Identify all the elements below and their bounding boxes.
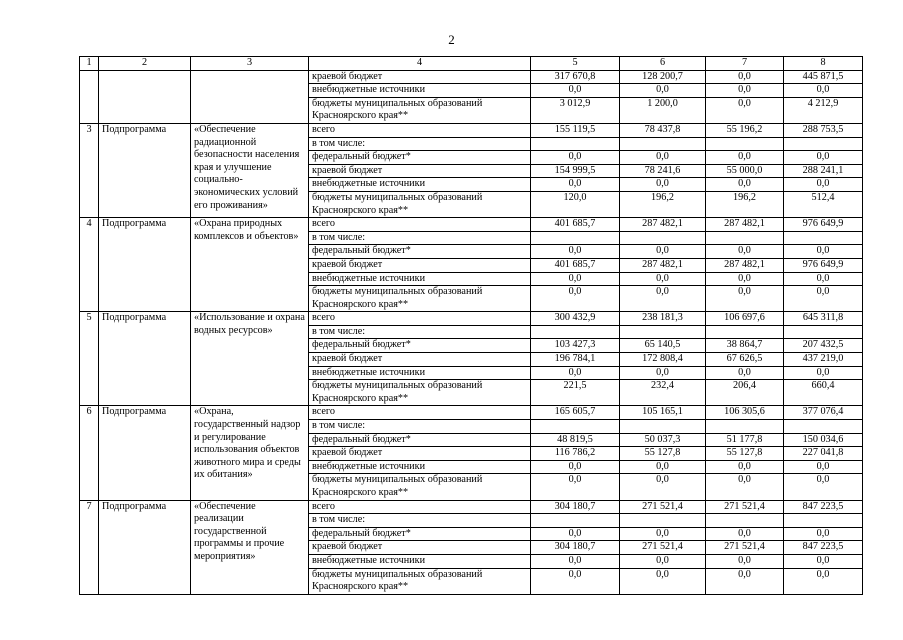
source-label-text: краевой бюджет bbox=[312, 258, 383, 270]
source-label bbox=[309, 339, 531, 353]
value-cell: 48 819,5 bbox=[531, 433, 620, 447]
value-cell: 0,0 bbox=[706, 527, 784, 541]
value-cell: 0,0 bbox=[531, 527, 620, 541]
source-label-text: внебюджетные источники bbox=[312, 272, 426, 284]
source-label bbox=[309, 178, 531, 192]
subprogram-type: Подпрограмма bbox=[99, 406, 191, 500]
value-cell: 207 432,5 bbox=[784, 339, 863, 353]
source-label bbox=[309, 500, 531, 514]
source-label bbox=[309, 366, 531, 380]
source-label bbox=[309, 286, 531, 312]
value-cell: 401 685,7 bbox=[531, 258, 620, 272]
header-cell: 8 bbox=[784, 57, 863, 71]
value-cell: 0,0 bbox=[620, 527, 706, 541]
row-number: 7 bbox=[80, 500, 99, 594]
source-label-text: всего bbox=[312, 312, 335, 324]
source-label-text: федеральный бюджет* bbox=[312, 151, 411, 163]
value-cell: 0,0 bbox=[620, 460, 706, 474]
value-cell: 103 427,3 bbox=[531, 339, 620, 353]
value-cell: 512,4 bbox=[784, 191, 863, 217]
source-label bbox=[309, 137, 531, 151]
value-cell: 0,0 bbox=[531, 366, 620, 380]
value-cell: 0,0 bbox=[784, 554, 863, 568]
value-cell: 155 119,5 bbox=[531, 123, 620, 137]
subprogram-name: «Использование и охрана водных ресурсов» bbox=[191, 312, 309, 406]
value-cell: 0,0 bbox=[706, 70, 784, 84]
source-label-text: всего bbox=[312, 406, 335, 418]
source-label-text: бюджеты муниципальных образований bbox=[312, 568, 483, 580]
value-cell: 0,0 bbox=[784, 527, 863, 541]
cont-cell-num bbox=[80, 70, 99, 123]
source-label-text: бюджеты муниципальных образований bbox=[312, 97, 483, 109]
value-cell: 0,0 bbox=[784, 366, 863, 380]
value-cell bbox=[531, 420, 620, 434]
value-cell: 0,0 bbox=[784, 84, 863, 98]
value-cell: 172 808,4 bbox=[620, 353, 706, 367]
value-cell: 271 521,4 bbox=[706, 541, 784, 555]
source-label-text: внебюджетные источники bbox=[312, 366, 426, 378]
source-label bbox=[309, 272, 531, 286]
value-cell: 0,0 bbox=[706, 97, 784, 123]
value-cell: 847 223,5 bbox=[784, 500, 863, 514]
value-cell: 4 212,9 bbox=[784, 97, 863, 123]
source-label-text: в том числе: bbox=[312, 137, 366, 149]
value-cell: 196,2 bbox=[620, 191, 706, 217]
source-label bbox=[309, 164, 531, 178]
source-label bbox=[309, 325, 531, 339]
source-label bbox=[309, 406, 531, 420]
value-cell: 0,0 bbox=[706, 245, 784, 259]
source-label bbox=[309, 191, 531, 217]
value-cell: 0,0 bbox=[706, 272, 784, 286]
source-label-text: всего bbox=[312, 123, 335, 135]
source-label-text: внебюджетные источники bbox=[312, 178, 426, 190]
source-label bbox=[309, 70, 531, 84]
value-cell: 271 521,4 bbox=[706, 500, 784, 514]
value-cell: 0,0 bbox=[706, 286, 784, 312]
source-label-text: в том числе: bbox=[312, 420, 366, 432]
value-cell bbox=[531, 325, 620, 339]
source-label-text-2: Красноярского края** bbox=[312, 487, 409, 498]
source-label bbox=[309, 231, 531, 245]
header-row bbox=[80, 57, 863, 71]
source-label-text: бюджеты муниципальных образований bbox=[312, 474, 483, 486]
source-label-text: краевой бюджет bbox=[312, 541, 383, 553]
value-cell bbox=[706, 137, 784, 151]
value-cell bbox=[784, 137, 863, 151]
header-cell: 5 bbox=[531, 57, 620, 71]
subprogram-name: «Обеспечение радиационной безопасности населения края и улучшение социально-экономических условий его проживания» bbox=[191, 123, 309, 217]
value-cell: 196,2 bbox=[706, 191, 784, 217]
header-cell: 1 bbox=[80, 57, 99, 71]
value-cell: 287 482,1 bbox=[620, 258, 706, 272]
value-cell bbox=[620, 514, 706, 528]
value-cell: 271 521,4 bbox=[620, 541, 706, 555]
source-label-text: краевой бюджет bbox=[312, 447, 383, 459]
value-cell bbox=[706, 325, 784, 339]
source-label bbox=[309, 245, 531, 259]
value-cell: 0,0 bbox=[620, 151, 706, 165]
source-label-text-2: Красноярского края** bbox=[312, 110, 409, 122]
value-cell: 120,0 bbox=[531, 191, 620, 217]
value-cell: 976 649,9 bbox=[784, 258, 863, 272]
source-label-text: в том числе: bbox=[312, 514, 366, 526]
value-cell: 0,0 bbox=[531, 474, 620, 500]
cont-cell-name bbox=[191, 70, 309, 123]
value-cell: 0,0 bbox=[620, 366, 706, 380]
value-cell: 847 223,5 bbox=[784, 541, 863, 555]
source-label bbox=[309, 312, 531, 326]
source-label-text: федеральный бюджет* bbox=[312, 245, 411, 257]
table-row bbox=[80, 123, 863, 137]
value-cell: 65 140,5 bbox=[620, 339, 706, 353]
value-cell: 38 864,7 bbox=[706, 339, 784, 353]
value-cell: 0,0 bbox=[531, 554, 620, 568]
value-cell: 55 196,2 bbox=[706, 123, 784, 137]
value-cell: 0,0 bbox=[620, 568, 706, 594]
source-label-text: бюджеты муниципальных образований bbox=[312, 191, 483, 203]
value-cell: 51 177,8 bbox=[706, 433, 784, 447]
value-cell bbox=[706, 420, 784, 434]
source-label bbox=[309, 433, 531, 447]
value-cell bbox=[706, 231, 784, 245]
value-cell: 0,0 bbox=[784, 568, 863, 594]
value-cell: 0,0 bbox=[531, 151, 620, 165]
value-cell bbox=[620, 325, 706, 339]
value-cell: 660,4 bbox=[784, 380, 863, 406]
value-cell bbox=[531, 137, 620, 151]
source-label-text-2: Красноярского края** bbox=[312, 581, 409, 593]
row-number: 6 bbox=[80, 406, 99, 500]
value-cell: 227 041,8 bbox=[784, 447, 863, 461]
source-label-text-2: Красноярского края** bbox=[312, 392, 409, 404]
value-cell bbox=[531, 514, 620, 528]
source-label-text: федеральный бюджет* bbox=[312, 433, 411, 445]
value-cell: 304 180,7 bbox=[531, 541, 620, 555]
value-cell: 377 076,4 bbox=[784, 406, 863, 420]
value-cell bbox=[784, 325, 863, 339]
value-cell: 1 200,0 bbox=[620, 97, 706, 123]
value-cell: 78 437,8 bbox=[620, 123, 706, 137]
value-cell: 0,0 bbox=[531, 460, 620, 474]
source-label-text: федеральный бюджет* bbox=[312, 527, 411, 539]
value-cell: 0,0 bbox=[784, 286, 863, 312]
value-cell: 0,0 bbox=[706, 84, 784, 98]
value-cell: 50 037,3 bbox=[620, 433, 706, 447]
value-cell: 196 784,1 bbox=[531, 353, 620, 367]
value-cell: 0,0 bbox=[531, 568, 620, 594]
source-label-text: в том числе: bbox=[312, 325, 366, 337]
value-cell: 0,0 bbox=[784, 245, 863, 259]
value-cell: 55 127,8 bbox=[706, 447, 784, 461]
value-cell: 0,0 bbox=[620, 554, 706, 568]
source-label bbox=[309, 380, 531, 406]
value-cell: 0,0 bbox=[784, 151, 863, 165]
value-cell: 0,0 bbox=[784, 178, 863, 192]
value-cell: 116 786,2 bbox=[531, 447, 620, 461]
source-label bbox=[309, 151, 531, 165]
subprogram-name: «Обеспечение реализации государственной программы и прочие мероприятия» bbox=[191, 500, 309, 594]
source-label-text: краевой бюджет bbox=[312, 70, 383, 82]
row-number: 4 bbox=[80, 218, 99, 312]
value-cell: 288 753,5 bbox=[784, 123, 863, 137]
value-cell: 0,0 bbox=[620, 245, 706, 259]
value-cell: 645 311,8 bbox=[784, 312, 863, 326]
value-cell bbox=[620, 137, 706, 151]
source-label-text: бюджеты муниципальных образований bbox=[312, 380, 483, 392]
table-row bbox=[80, 406, 863, 420]
value-cell: 0,0 bbox=[784, 474, 863, 500]
value-cell: 128 200,7 bbox=[620, 70, 706, 84]
value-cell bbox=[620, 231, 706, 245]
value-cell: 0,0 bbox=[531, 178, 620, 192]
table-row bbox=[80, 218, 863, 232]
value-cell: 78 241,6 bbox=[620, 164, 706, 178]
value-cell: 0,0 bbox=[620, 272, 706, 286]
value-cell bbox=[531, 231, 620, 245]
value-cell: 0,0 bbox=[784, 460, 863, 474]
value-cell: 271 521,4 bbox=[620, 500, 706, 514]
value-cell: 0,0 bbox=[531, 245, 620, 259]
source-label bbox=[309, 514, 531, 528]
table-row bbox=[80, 500, 863, 514]
header-cell: 3 bbox=[191, 57, 309, 71]
source-label bbox=[309, 568, 531, 594]
value-cell: 0,0 bbox=[620, 84, 706, 98]
header-cell: 4 bbox=[309, 57, 531, 71]
source-label-text-2: Красноярского края** bbox=[312, 204, 409, 216]
value-cell: 0,0 bbox=[706, 474, 784, 500]
value-cell bbox=[784, 514, 863, 528]
value-cell: 67 626,5 bbox=[706, 353, 784, 367]
source-label bbox=[309, 460, 531, 474]
source-label bbox=[309, 541, 531, 555]
budget-table bbox=[79, 56, 863, 595]
subprogram-name: «Охрана, государственный надзор и регулирование использования объектов животного мира и среды их обитания» bbox=[191, 406, 309, 500]
table-row bbox=[80, 312, 863, 326]
value-cell: 165 605,7 bbox=[531, 406, 620, 420]
row-number: 3 bbox=[80, 123, 99, 217]
source-label-text: краевой бюджет bbox=[312, 353, 383, 365]
row-number: 5 bbox=[80, 312, 99, 406]
source-label-text: краевой бюджет bbox=[312, 164, 383, 176]
source-label bbox=[309, 447, 531, 461]
source-label bbox=[309, 420, 531, 434]
source-label-text: всего bbox=[312, 218, 335, 230]
value-cell: 304 180,7 bbox=[531, 500, 620, 514]
subprogram-type: Подпрограмма bbox=[99, 500, 191, 594]
value-cell: 976 649,9 bbox=[784, 218, 863, 232]
source-label bbox=[309, 554, 531, 568]
value-cell: 106 305,6 bbox=[706, 406, 784, 420]
value-cell: 0,0 bbox=[706, 568, 784, 594]
value-cell: 288 241,1 bbox=[784, 164, 863, 178]
header-cell: 2 bbox=[99, 57, 191, 71]
value-cell: 0,0 bbox=[531, 272, 620, 286]
value-cell: 287 482,1 bbox=[620, 218, 706, 232]
source-label-text: внебюджетные источники bbox=[312, 460, 426, 472]
value-cell: 401 685,7 bbox=[531, 218, 620, 232]
value-cell: 437 219,0 bbox=[784, 353, 863, 367]
source-label-text: внебюджетные источники bbox=[312, 84, 426, 96]
value-cell: 300 432,9 bbox=[531, 312, 620, 326]
value-cell bbox=[784, 231, 863, 245]
value-cell: 0,0 bbox=[531, 84, 620, 98]
value-cell: 154 999,5 bbox=[531, 164, 620, 178]
source-label bbox=[309, 123, 531, 137]
source-label-text-2: Красноярского края** bbox=[312, 298, 409, 310]
value-cell: 0,0 bbox=[706, 554, 784, 568]
header-cell: 7 bbox=[706, 57, 784, 71]
value-cell: 105 165,1 bbox=[620, 406, 706, 420]
value-cell: 106 697,6 bbox=[706, 312, 784, 326]
source-label-text: всего bbox=[312, 500, 335, 512]
value-cell: 0,0 bbox=[706, 460, 784, 474]
value-cell: 3 012,9 bbox=[531, 97, 620, 123]
header-cell: 6 bbox=[620, 57, 706, 71]
cont-cell-type bbox=[99, 70, 191, 123]
value-cell bbox=[706, 514, 784, 528]
value-cell: 0,0 bbox=[706, 178, 784, 192]
source-label-text: внебюджетные источники bbox=[312, 554, 426, 566]
source-label bbox=[309, 527, 531, 541]
source-label-text: бюджеты муниципальных образований bbox=[312, 286, 483, 298]
source-label bbox=[309, 84, 531, 98]
value-cell: 0,0 bbox=[531, 286, 620, 312]
value-cell: 445 871,5 bbox=[784, 70, 863, 84]
source-label-text: федеральный бюджет* bbox=[312, 339, 411, 351]
subprogram-type: Подпрограмма bbox=[99, 218, 191, 312]
value-cell: 0,0 bbox=[706, 151, 784, 165]
value-cell: 150 034,6 bbox=[784, 433, 863, 447]
value-cell: 232,4 bbox=[620, 380, 706, 406]
source-label-text: в том числе: bbox=[312, 231, 366, 243]
value-cell: 287 482,1 bbox=[706, 218, 784, 232]
subprogram-type: Подпрограмма bbox=[99, 312, 191, 406]
subprogram-type: Подпрограмма bbox=[99, 123, 191, 217]
value-cell: 0,0 bbox=[784, 272, 863, 286]
source-label bbox=[309, 474, 531, 500]
source-label bbox=[309, 353, 531, 367]
value-cell: 287 482,1 bbox=[706, 258, 784, 272]
value-cell bbox=[784, 420, 863, 434]
value-cell: 206,4 bbox=[706, 380, 784, 406]
value-cell: 317 670,8 bbox=[531, 70, 620, 84]
source-label bbox=[309, 258, 531, 272]
source-label bbox=[309, 218, 531, 232]
value-cell bbox=[620, 420, 706, 434]
table-row bbox=[80, 70, 863, 84]
value-cell: 55 127,8 bbox=[620, 447, 706, 461]
value-cell: 221,5 bbox=[531, 380, 620, 406]
value-cell: 0,0 bbox=[706, 366, 784, 380]
value-cell: 0,0 bbox=[620, 474, 706, 500]
value-cell: 0,0 bbox=[620, 178, 706, 192]
value-cell: 238 181,3 bbox=[620, 312, 706, 326]
value-cell: 0,0 bbox=[620, 286, 706, 312]
table-body bbox=[80, 57, 863, 595]
subprogram-name: «Охрана природных комплексов и объектов» bbox=[191, 218, 309, 312]
value-cell: 55 000,0 bbox=[706, 164, 784, 178]
source-label bbox=[309, 97, 531, 123]
page-number: 2 bbox=[448, 32, 455, 47]
